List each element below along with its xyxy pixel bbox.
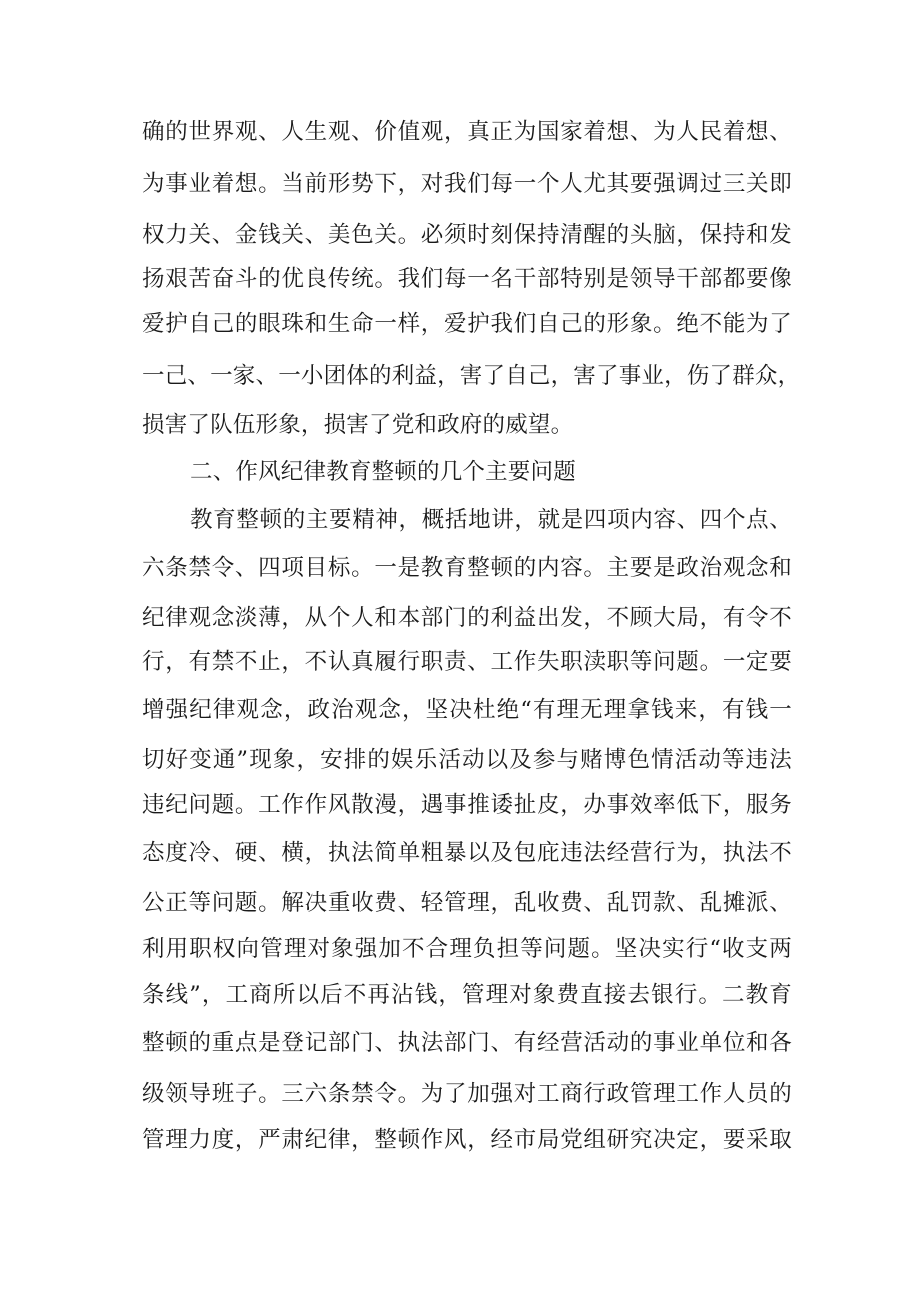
- text-line: 切好变通”现象，安排的娱乐活动以及参与赌博色情活动等违法: [142, 747, 792, 773]
- text-line: 级领导班子。三六条禁令。为了加强对工商行政管理工作人员的: [142, 1081, 792, 1107]
- text-line: 为事业着想。当前形势下，对我们每一个人尤其要强调过三关即: [142, 171, 792, 197]
- text-line: 违纪问题。工作作风散漫，遇事推诿扯皮，办事效率低下，服务: [142, 792, 792, 818]
- text-line: 权力关、金钱关、美色关。必须时刻保持清醒的头脑，保持和发: [142, 222, 792, 248]
- text-line: 整顿的重点是登记部门、执法部门、有经营活动的事业单位和各: [142, 1030, 792, 1056]
- text-line: 态度冷、硬、横，执法简单粗暴以及包庇违法经营行为，执法不: [142, 840, 792, 866]
- text-line: 利用职权向管理对象强加不合理负担等问题。坚决实行“收支两: [142, 936, 792, 962]
- text-line: 行，有禁不止，不认真履行职责、工作失职渎职等问题。一定要: [142, 649, 792, 675]
- text-line: 扬艰苦奋斗的优良传统。我们每一名干部特别是领导干部都要像: [142, 266, 792, 292]
- text-line: 一己、一家、一小团体的利益，害了自己，害了事业，伤了群众，: [142, 363, 801, 389]
- text-line: 六条禁令、四项目标。一是教育整顿的内容。主要是政治观念和: [142, 555, 792, 581]
- section-heading: 二、作风纪律教育整顿的几个主要问题: [190, 459, 576, 485]
- text-line: 教育整顿的主要精神，概括地讲，就是四项内容、四个点、: [190, 507, 792, 533]
- text-line: 增强纪律观念，政治观念，坚决杜绝“有理无理拿钱来，有钱一: [142, 697, 792, 723]
- text-line: 爱护自己的眼珠和生命一样，爱护我们自己的形象。绝不能为了: [142, 311, 792, 337]
- text-line: 条线”，工商所以后不再沾钱，管理对象费直接去银行。二教育: [142, 982, 792, 1008]
- text-line: 管理力度，严肃纪律，整顿作风，经市局党组研究决定，要采取: [142, 1127, 792, 1153]
- text-line: 公正等问题。解决重收费、轻管理，乱收费、乱罚款、乱摊派、: [142, 890, 792, 916]
- text-line: 纪律观念淡薄，从个人和本部门的利益出发，不顾大局，有令不: [142, 605, 792, 631]
- text-line: 损害了队伍形象，损害了党和政府的威望。: [142, 412, 574, 438]
- text-line: 确的世界观、人生观、价值观，真正为国家着想、为人民着想、: [142, 119, 792, 145]
